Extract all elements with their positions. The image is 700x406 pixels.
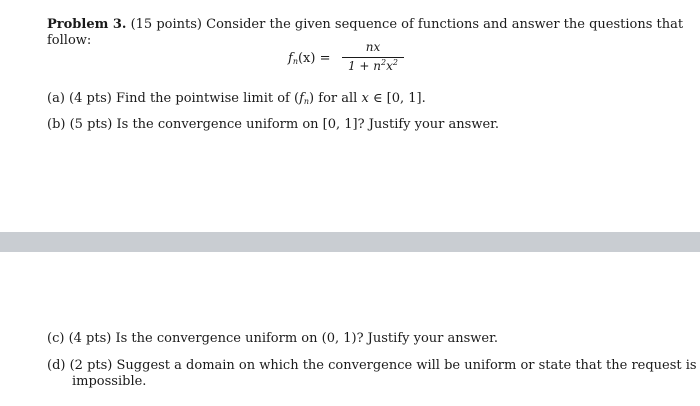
- problem-intro-line-2: follow:: [47, 33, 92, 48]
- page-break-band: [0, 232, 700, 252]
- formula-fraction: [342, 40, 404, 74]
- part-c-question: Is the convergence uniform on (0, 1)? Justify your answer.: [115, 331, 499, 346]
- part-a-label: (a): [47, 91, 65, 106]
- part-a: [47, 91, 426, 107]
- formula-lhs: $f_n(x)$ =: [288, 51, 331, 66]
- problem-intro-line-1: [47, 17, 683, 33]
- part-d: [47, 358, 697, 374]
- part-c-points: (4 pts): [68, 331, 112, 346]
- part-d-question-line-2: impossible.: [72, 374, 147, 389]
- part-b-points: (5 pts): [69, 117, 113, 132]
- part-b: [47, 117, 499, 133]
- formula-denominator: $1 + n^2x^2$: [347, 58, 398, 73]
- part-c: [47, 331, 498, 347]
- part-b-question: Is the convergence uniform on [0, 1]? Justify your answer.: [116, 117, 500, 132]
- part-d-points: (2 pts): [69, 358, 113, 373]
- part-a-points: (4 pts): [69, 91, 112, 106]
- part-d-question-line-1: Suggest a domain on which the convergence will be uniform or state that the request is: [116, 358, 697, 373]
- part-b-label: (b): [47, 117, 66, 132]
- formula-numerator: nx: [365, 40, 381, 54]
- part-a-question: Find the pointwise limit of $(f_n)$ for all x ∈ [0, 1].: [115, 91, 426, 106]
- problem-heading: Problem 3.: [47, 17, 127, 32]
- problem-intro-text: Consider the given sequence of functions and answer the questions that: [202, 17, 684, 32]
- part-d-label: (d): [47, 358, 66, 373]
- problem-points: (15 points): [130, 17, 202, 32]
- function-definition-formula: [288, 40, 428, 80]
- part-c-label: (c): [47, 331, 65, 346]
